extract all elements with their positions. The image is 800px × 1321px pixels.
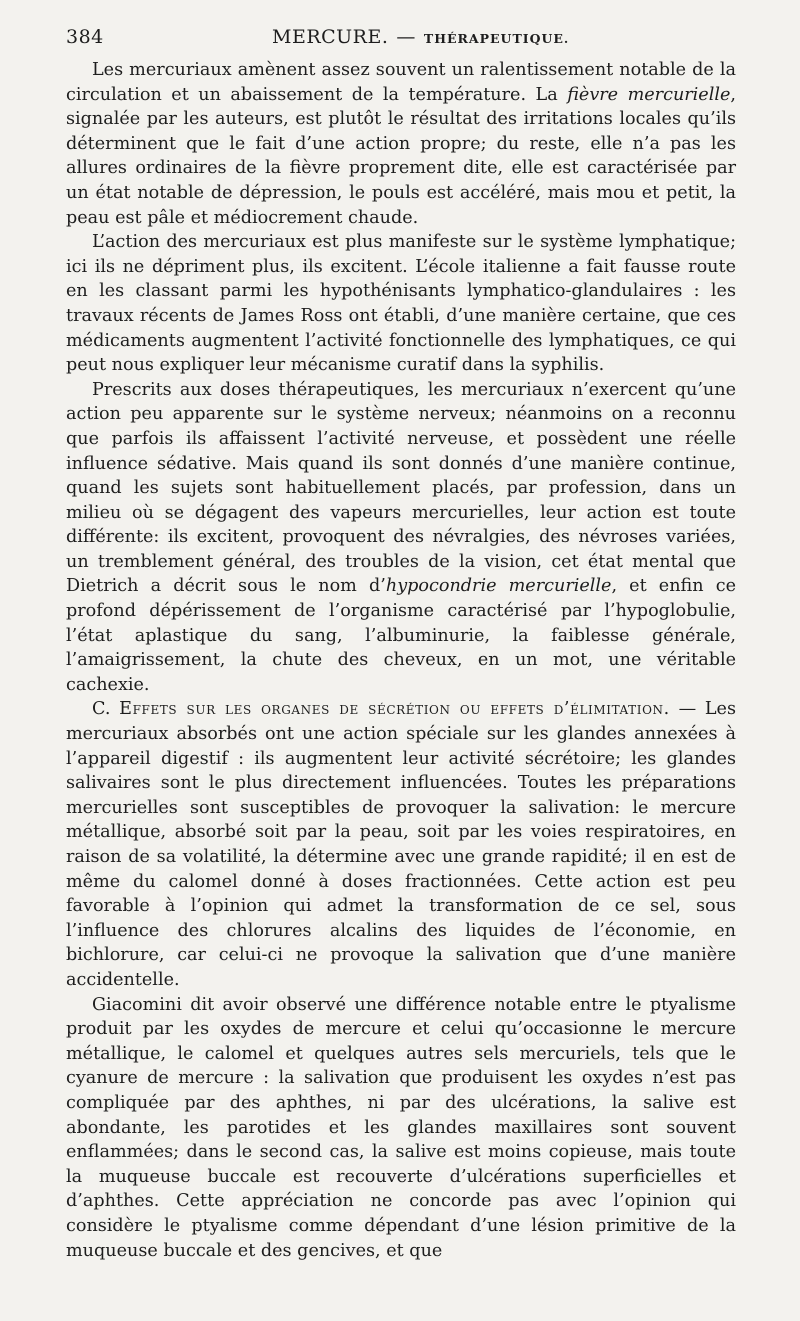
text-run: — Les mercuriaux absorbés ont une action spéciale sur les glandes annexées à l’appareil digestif : ils augmentent leur activité sécrétoire; les glandes salivaires sont le plus directement influencées. Toutes les préparations mercurielles sont susceptibles de provoquer la salivation: le mercure métallique, absorbé soit par la peau, soit par les voies respiratoires, en raison de sa volatilité, la détermine avec une grande rapidité; il en est de même du calomel donné à doses fractionnées. Cette action est peu favorable à l’opinion qui admet la transformation de ce sel, sous l’influence des chlorures alcalins des liquides de l’économie, en bichlorure, car celui-ci ne provoque la salivation que d’une manière accidentelle.	[66, 699, 737, 990]
paragraph	[66, 58, 736, 230]
running-title	[272, 26, 569, 48]
page-number: 384	[66, 26, 104, 48]
paragraph	[66, 230, 736, 378]
text-run: Prescrits aux doses thérapeutiques, les mercuriaux n’exercent qu’une action peu apparente sur le système nerveux; néanmoins on a reconnu que parfois ils affaissent l’activité nerveuse, et possèdent une réelle influence sédative. Mais quand ils sont donnés d’une manière continue, quand les sujets sont habituellement placés, par profession, dans un milieu où se dégagent des vapeurs mercurielles, leur action est toute différente: ils excitent, provoquent des névralgies, des névroses variées, un tremblement général, des troubles de la vision, cet état mental que Dietrich a décrit sous le nom d’	[66, 379, 736, 597]
italic-term: hypocondrie mercurielle	[385, 576, 612, 597]
text-run: Giacomini dit avoir observé une différence notable entre le ptyalisme produit par les oxydes de mercure et celui qu’occasionne le mercure métallique, le calomel et quelques autres sels mercuriels, tels que le cyanure de mercure : la salivation que produisent les oxydes n’est pas compliquée par des aphthes, ni par des ulcérations, la salive est abondante, les parotides et les glandes maxillaires sont souvent enflammées; dans le second cas, la salive est moins copieuse, mais toute la muqueuse buccale est recouverte d’ulcérations superficielles et d’aphthes. Cette appréciation ne concorde pas avec l’opinion qui considère le ptyalisme comme dépendant d’une lésion primitive de la muqueuse buccale et des gencives, et que	[66, 994, 736, 1261]
section-heading: Effets sur les organes de sécrétion ou effets d’élimitation.	[119, 699, 670, 720]
text-run: C.	[92, 699, 120, 720]
body-text	[66, 58, 736, 1263]
chapter-title: MERCURE.	[272, 26, 389, 48]
paragraph	[66, 697, 736, 992]
paragraph	[66, 378, 736, 698]
paragraph	[66, 993, 736, 1264]
text-run: , signalée par les auteurs, est plutôt le résultat des irritations locales qu’ils déterminent que le fait d’une action propre; du reste, elle n’a pas les allures ordinaires de la fièvre proprement dite, elle est caractérisée par un état notable de dépression, le pouls est accéléré, mais mou et petit, la peau est pâle et médiocrement chaude.	[66, 84, 736, 228]
italic-term: fièvre mercurielle	[567, 84, 731, 105]
section-subtitle: THÉRAPEUTIQUE.	[423, 31, 570, 46]
text-run: L’action des mercuriaux est plus manifeste sur le système lymphatique; ici ils ne dépriment plus, ils excitent. L’école italienne a fait fausse route en les classant parmi les hypothénisants lymphatico-glandulaires : les travaux récents de James Ross ont établi, d’une manière certaine, que ces médicaments augmentent l’activité fonctionnelle des lymphatiques, ce qui peut nous expliquer leur mécanisme curatif dans la syphilis.	[66, 232, 736, 376]
text-run: Les mercuriaux amènent assez souvent un ralentissement notable de la circulation et un abaissement de la température. La	[66, 60, 736, 105]
title-dash: —	[396, 26, 416, 48]
text-run: , et enfin ce profond dépérissement de l’organisme caractérisé par l’hypoglobulie, l’état aplastique du sang, l’albuminurie, la faiblesse générale, l’amaigrissement, la chute des cheveux, en un mot, une véritable cachexie.	[66, 576, 736, 695]
running-header	[66, 22, 736, 56]
